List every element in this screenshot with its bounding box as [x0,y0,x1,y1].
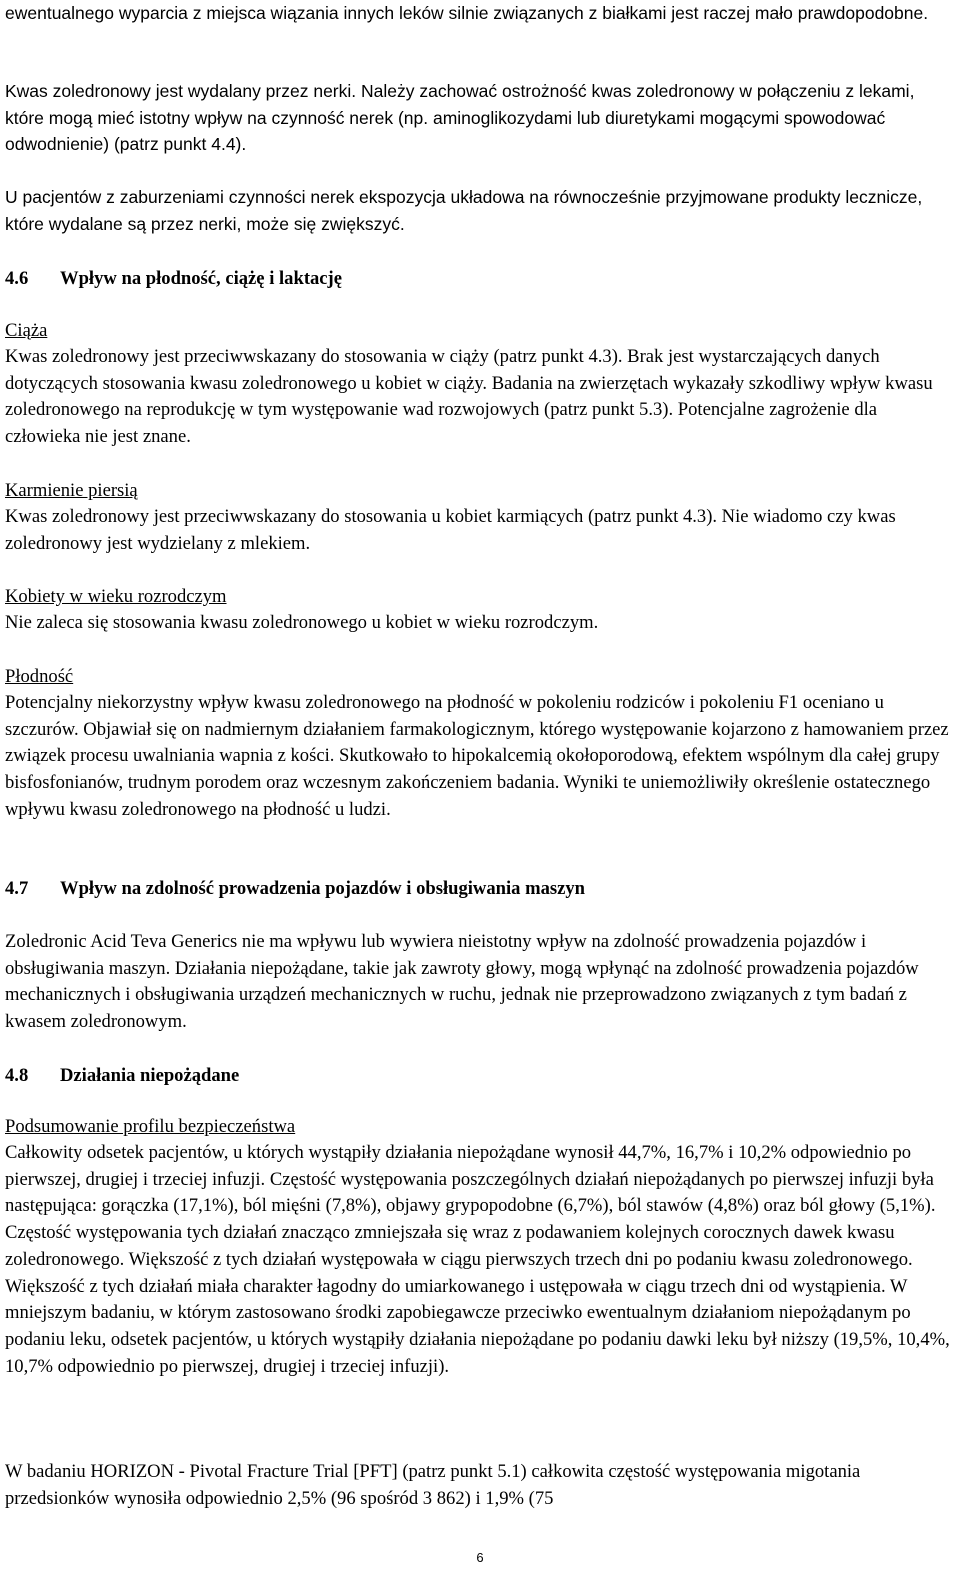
paragraph-pregnancy: Kwas zoledronowy jest przeciwwskazany do stosowania w ciąży (patrz punkt 4.3). Brak jest wystarczających danych dotyczących stosowania kwasu zoledronowego u kobiet w ciąży. Badania na zwierzętach wykazały szkodliwy wpływ kwasu zoledronowego na reprodukcję w tym występowanie wad rozwojowych (patrz punkt 5.3). Potencjalne zagrożenie dla człowieka nie jest znane. [5,346,933,448]
paragraph-fertility: Potencjalny niekorzystny wpływ kwasu zoledronowego na płodność w pokoleniu rodziców i pokoleniu F1 oceniano u szczurów. Objawiał się on nadmiernym działaniem farmakologicznym, którego występowanie kojarzono z hamowaniem przez związek procesu uwalniania wapnia z kości. Skutkowało to hipokalcemią okołoporodową, efektem wspólnym dla całej grupy bisfosfonianów, trudnym porodem oraz wczesnym zakończeniem badania. Wyniki te uniemożliwiły określenie ostatecznego wpływu kwasu zoledronowego na płodność u ludzi. [5,692,949,820]
section-number: 4.6 [5,268,29,289]
subheading-childbearing-potential: Kobiety w wieku rozrodczym [5,586,227,607]
subheading-fertility: Płodność [5,666,74,687]
paragraph-childbearing-potential: Nie zaleca się stosowania kwasu zoledronowego u kobiet w wieku rozrodczym. [5,612,599,633]
section-title: Wpływ na płodność, ciążę i laktację [60,268,343,289]
paragraph-protein-binding: ewentualnego wyparcia z miejsca wiązania innych leków silnie związanych z białkami jest raczej mało prawdopodobne. [5,3,929,23]
subheading-safety-summary: Podsumowanie profilu bezpieczeństwa [5,1116,296,1137]
section-heading-4-7 [5,876,955,902]
paragraph-renal-excretion: Kwas zoledronowy jest wydalany przez nerki. Należy zachować ostrożność kwas zoledronowy w połączeniu z lekami, które mogą mieć istotny wpływ na czynność nerek (np. aminoglikozydami lub diuretykami mogącymi spowodować odwodnienie) (patrz punkt 4.4). [5,81,915,154]
paragraph-safety-summary: Całkowity odsetek pacjentów, u których wystąpiły działania niepożądane wynosił 44,7%, 16,7% i 10,2% odpowiednio po pierwszej, drugiej i trzeciej infuzji. Częstość występowania poszczególnych działań niepożądanych po pierwszej infuzji była następująca: gorączka (17,1%), ból mięśni (7,8%), objawy grypopodobne (6,7%), ból stawów (4,8%) oraz ból głowy (5,1%). Częstość występowania tych działań znacząco zmniejszała się wraz z podawaniem kolejnych corocznych dawek kwasu zoledronowego. Większość z tych działań występowała w ciągu pierwszych trzech dni po podaniu kwasu zoledronowego. Większość z tych działań miała charakter łagodny do umiarkowanego i ustępowała w ciągu trzech dni od wystąpienia. W mniejszym badaniu, w którym zastosowano środki zapobiegawcze przeciwko ewentualnym działaniom niepożądanym po podaniu leku, odsetek pacjentów, u których wystąpiły działania niepożądane po podaniu dawki leku był niższy (19,5%, 10,4%, 10,7% odpowiednio po pierwszej, drugiej i trzeciej infuzji). [5,1142,950,1377]
section-title: Działania niepożądane [60,1065,240,1086]
paragraph-breastfeeding: Kwas zoledronowy jest przeciwwskazany do stosowania u kobiet karmiących (patrz punkt 4.3). Nie wiadomo czy kwas zoledronowy jest wydzielany z mlekiem. [5,506,896,554]
section-number: 4.8 [5,1065,29,1086]
section-title: Wpływ na zdolność prowadzenia pojazdów i obsługiwania maszyn [60,878,586,899]
page-number: 6 [476,1550,484,1565]
section-heading-4-6 [5,266,955,292]
subheading-breastfeeding: Karmienie piersią [5,480,138,501]
subheading-pregnancy: Ciąża [5,320,48,341]
section-heading-4-8 [5,1063,955,1089]
paragraph-horizon-trial: W badaniu HORIZON - Pivotal Fracture Trial [PFT] (patrz punkt 5.1) całkowita częstość występowania migotania przedsionków wynosiła odpowiednio 2,5% (96 spośród 3 862) i 1,9% (75 [5,1461,861,1509]
paragraph-driving: Zoledronic Acid Teva Generics nie ma wpływu lub wywiera nieistotny wpływ na zdolność prowadzenia pojazdów i obsługiwania maszyn. Działania niepożądane, takie jak zawroty głowy, mogą wpłynąć na zdolność prowadzenia pojazdów mechanicznych i obsługiwania urządzeń mechanicznych w ruchu, jednak nie przeprowadzono związanych z tym badań z kwasem zoledronowym. [5,931,919,1033]
paragraph-renal-impairment: U pacjentów z zaburzeniami czynności nerek ekspozycja układowa na równocześnie przyjmowane produkty lecznicze, które wydalane są przez nerki, może się zwiększyć. [5,187,923,234]
section-number: 4.7 [5,878,29,899]
